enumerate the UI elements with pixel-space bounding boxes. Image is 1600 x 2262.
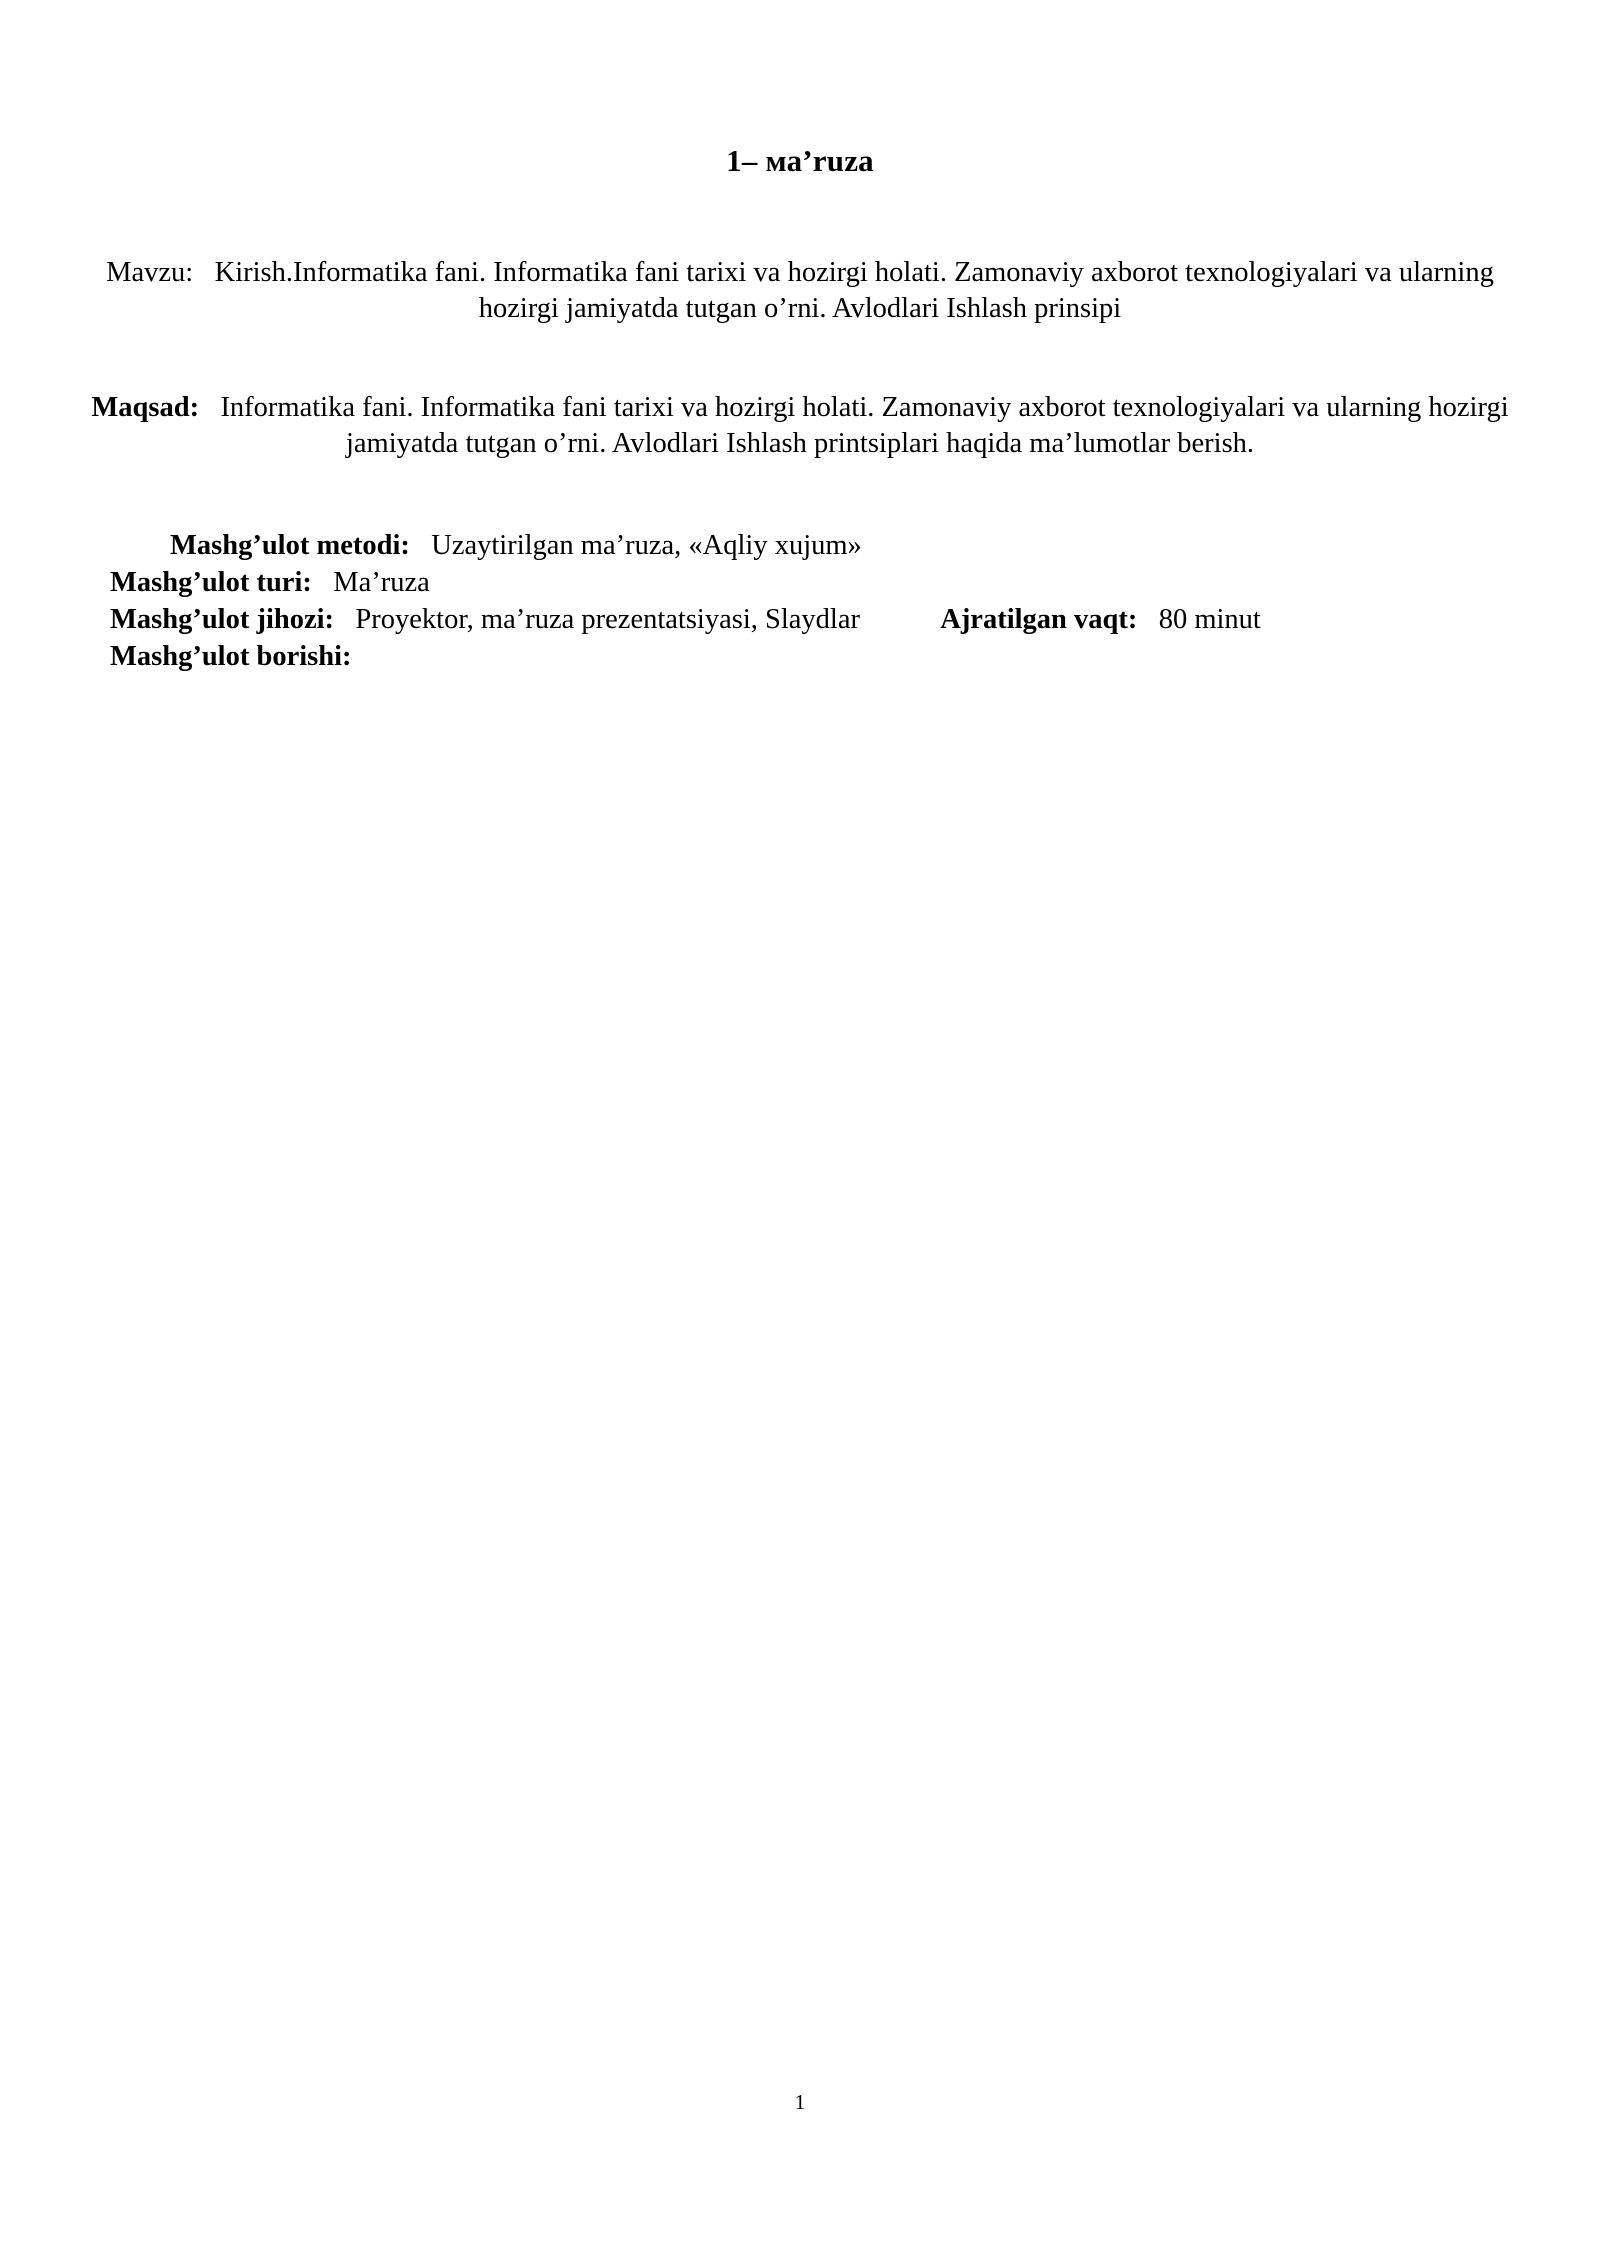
page-title: 1– ма’ruza: [726, 143, 874, 178]
method-label: Mashg’ulot metodi:: [170, 529, 410, 561]
time-label: Ajratilgan vaqt:: [940, 603, 1138, 635]
goal-text: Informatika fani. Informatika fani tarixi va hozirgi holati. Zamonaviy axborot texnologiyalari va ularning hozirgi jamiyatda tutgan o’rni. Avlodlari Ishlash printsiplari haqida ma’lumotlar berish.: [220, 391, 1509, 460]
topic-paragraph: [70, 255, 1530, 328]
details-block: [70, 527, 1530, 675]
topic-label: Mavzu:: [106, 257, 194, 288]
page-number: 1: [794, 2090, 806, 2114]
time-value: 80 minut: [1158, 603, 1261, 635]
equipment-value: Proyektor, ma’ruza prezentatsiyasi, Slaydlar: [355, 603, 860, 635]
equipment-label: Mashg’ulot jihozi:: [110, 603, 335, 635]
document-body: [70, 0, 1530, 675]
goal-paragraph: [70, 390, 1530, 463]
progress-label: Mashg’ulot borishi:: [110, 641, 352, 673]
detail-line-progress: [70, 638, 1530, 675]
detail-line-type: [70, 564, 1530, 601]
method-value: Uzaytirilgan ma’ruza, «Aqliy xujum»: [431, 529, 862, 561]
detail-line-method: [70, 527, 1530, 564]
type-label: Mashg’ulot turi:: [110, 566, 312, 598]
detail-line-equipment: [70, 601, 1530, 638]
type-value: Ma’ruza: [333, 566, 430, 598]
goal-label: Maqsad:: [91, 391, 200, 423]
topic-text: Kirish.Informatika fani. Informatika fani tarixi va hozirgi holati. Zamonaviy axborot texnologiyalari va ularning hozirgi jamiyatda tutgan o’rni. Avlodlari Ishlash prinsipi: [214, 257, 1494, 325]
